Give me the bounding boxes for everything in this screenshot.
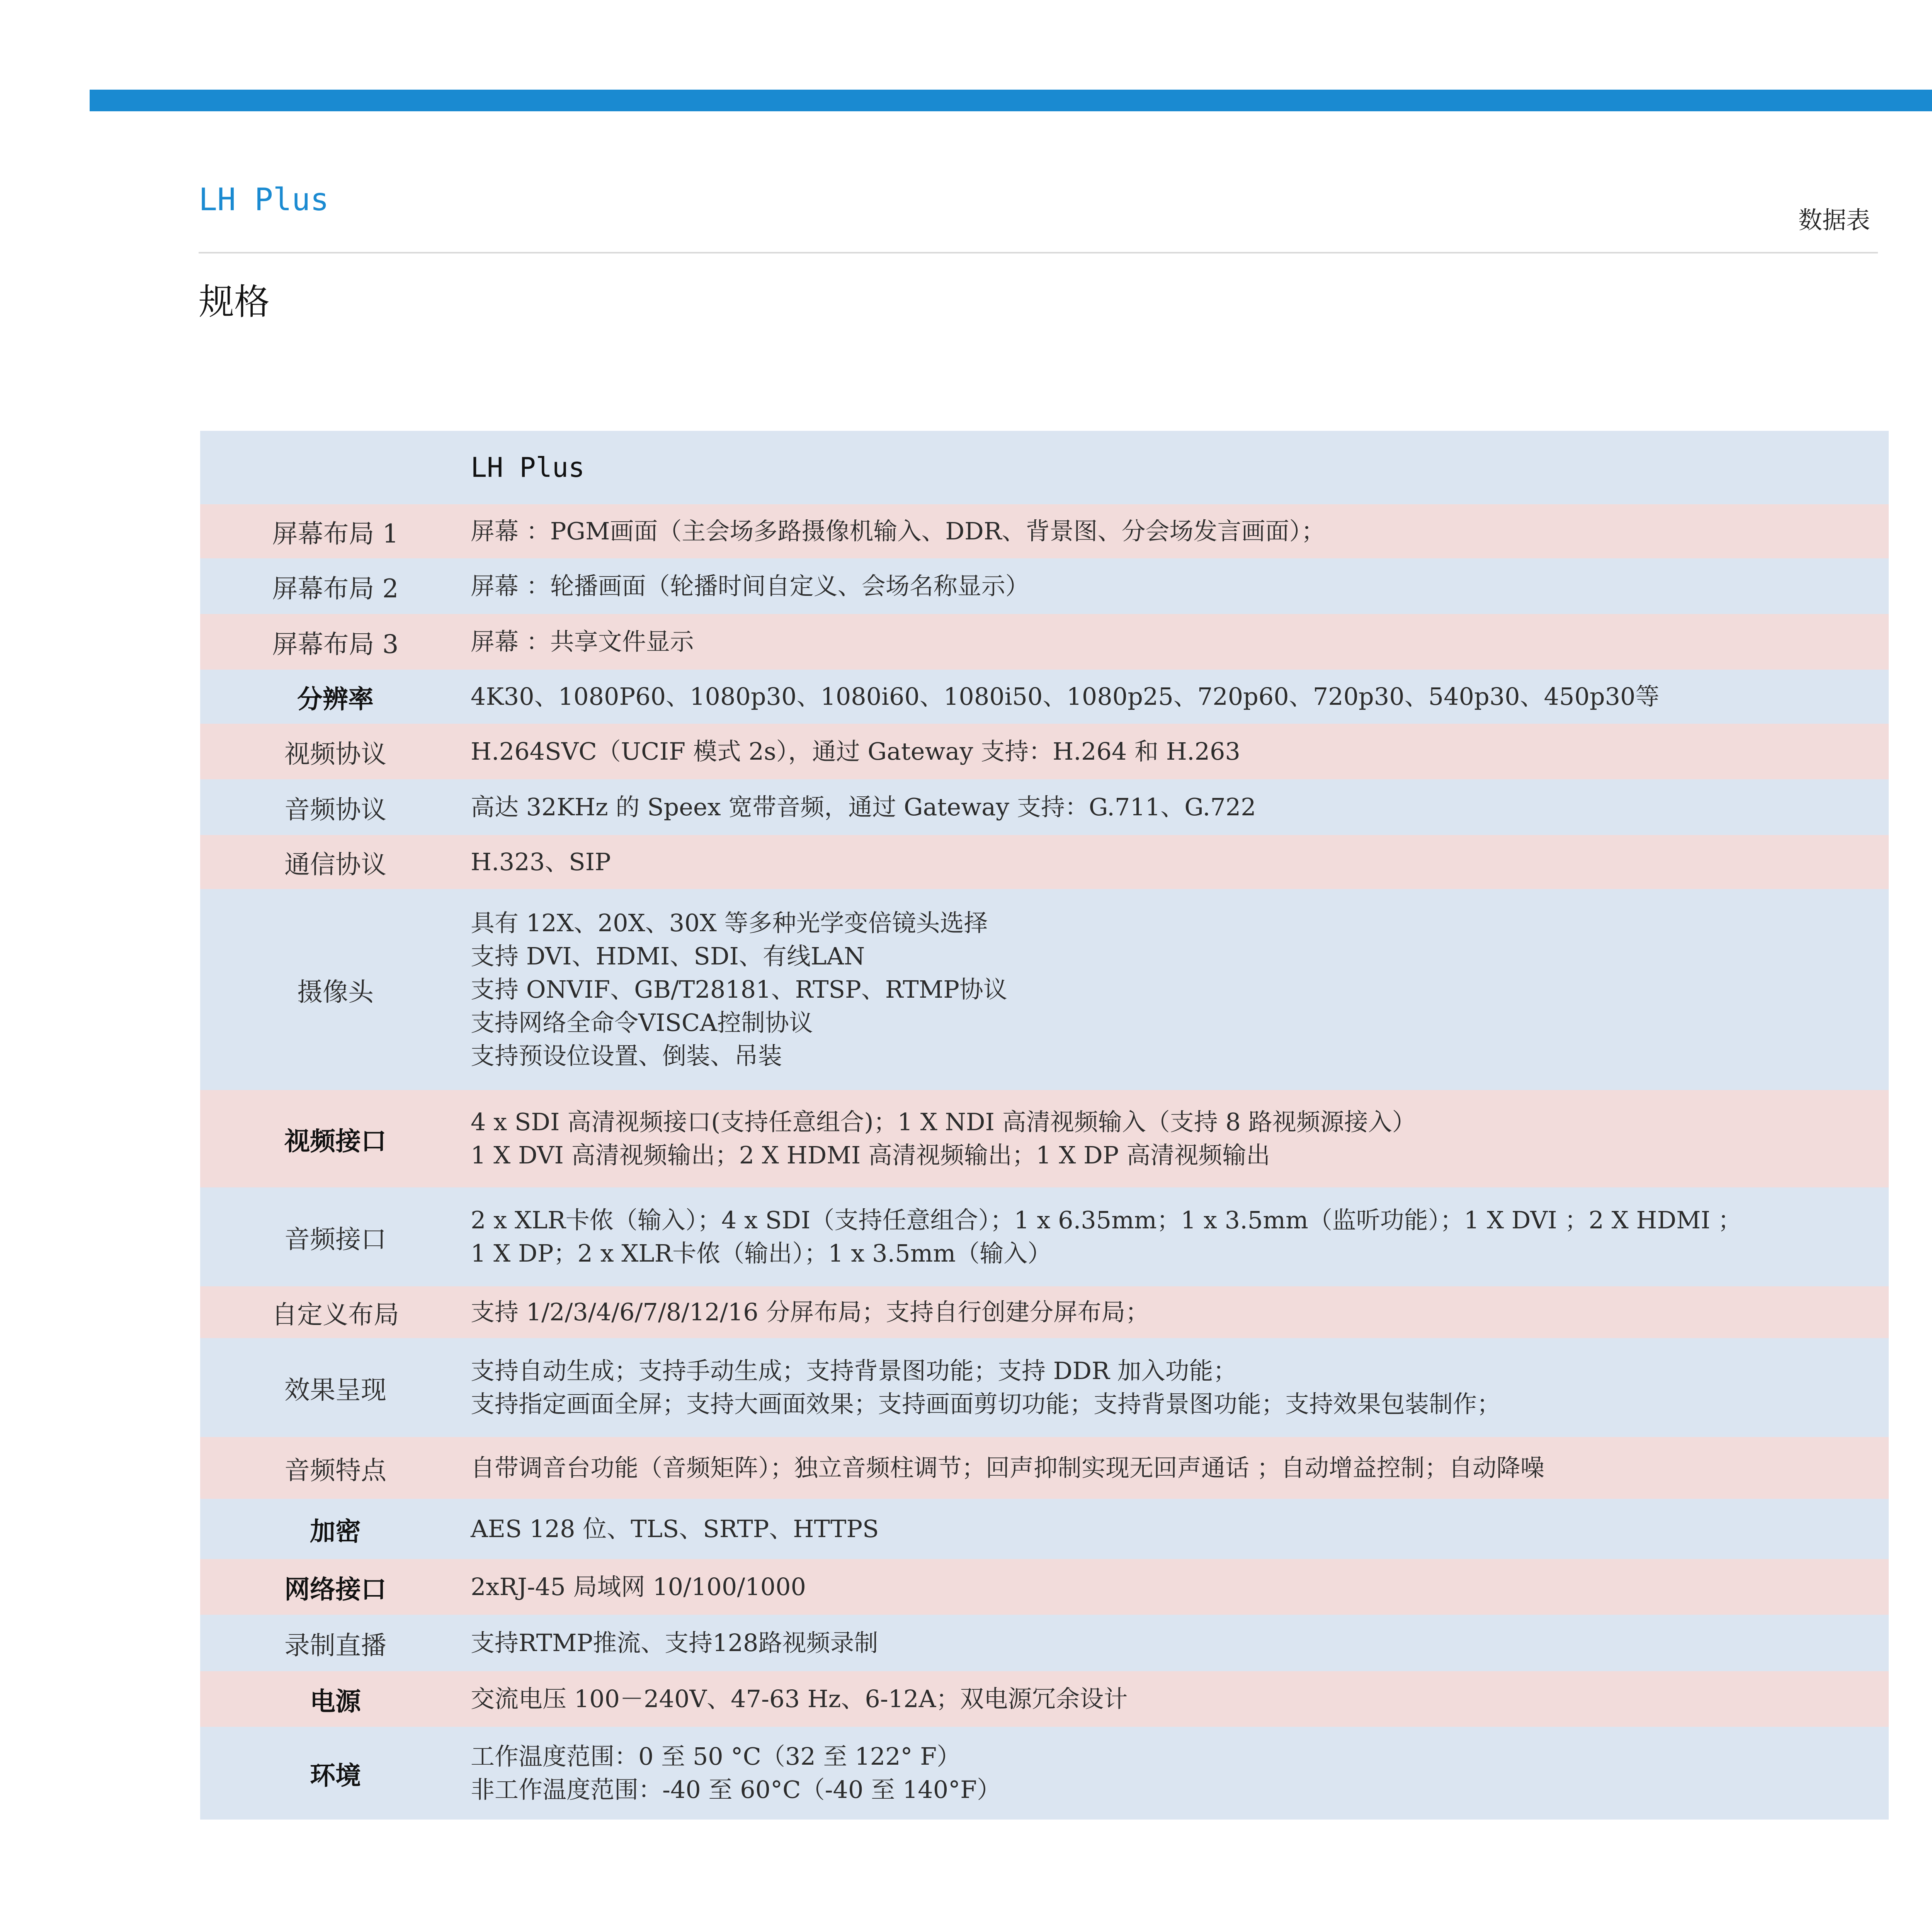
row-value-line: 支持 ONVIF、GB/T28181、RTSP、RTMP协议 [471, 975, 1007, 1003]
row-label: 通信协议 [284, 849, 386, 879]
doc-type-label: 数据表 [1798, 206, 1870, 234]
header-divider [199, 252, 1878, 253]
row-value-line: 4K30、1080P60、1080p30、1080i60、1080i50、1080p25、720p60、720p30、540p30、450p30等 [471, 682, 1660, 711]
product-name: LH Plus [199, 182, 329, 218]
row-label: 分辨率 [297, 684, 374, 714]
row-label: 录制直播 [284, 1630, 386, 1660]
row-value-line: 支持指定画面全屏；支持大画面效果；支持画面剪切功能；支持背景图功能；支持效果包装制作； [471, 1390, 1501, 1418]
row-value-line: 1 X DP；2 x XLR卡侬（输出）；1 x 3.5mm（输入） [471, 1239, 1052, 1267]
table-row [200, 504, 1889, 558]
row-value-line: 具有 12X、20X、30X 等多种光学变倍镜头选择 [471, 909, 988, 937]
row-value [471, 1296, 1889, 1329]
row-value [471, 791, 1889, 824]
table-row [200, 1727, 1889, 1820]
row-label: 音频协议 [284, 794, 386, 825]
row-label: 加密 [310, 1516, 361, 1546]
table-row [200, 1671, 1889, 1727]
row-value [471, 1204, 1889, 1270]
table-row [200, 835, 1889, 889]
table-row [200, 779, 1889, 835]
row-label: 环境 [310, 1760, 361, 1791]
row-value-line: 支持预设位设置、倒装、吊装 [471, 1042, 782, 1070]
row-label: 音频接口 [284, 1224, 386, 1254]
table-row [200, 724, 1889, 779]
row-value-line: 支持 1/2/3/4/6/7/8/12/16 分屏布局；支持自行创建分屏布局； [471, 1298, 1150, 1326]
row-value-line: 非工作温度范围：-40 至 60°C（-40 至 140°F） [471, 1776, 1001, 1804]
row-value-line: 交流电压 100－240V、47-63 Hz、6-12A；双电源冗余设计 [471, 1685, 1128, 1713]
row-label: 屏幕布局 1 [272, 519, 399, 549]
table-row [200, 1090, 1889, 1187]
row-label: 视频协议 [284, 739, 386, 769]
table-row [200, 1338, 1889, 1437]
row-value [471, 1451, 1889, 1485]
table-row [200, 889, 1889, 1090]
table-row [200, 614, 1889, 670]
row-value [471, 845, 1889, 879]
table-header-row [200, 431, 1889, 504]
row-value [471, 570, 1889, 603]
row-value [471, 1626, 1889, 1660]
row-label: 视频接口 [284, 1126, 386, 1156]
row-value-line: 支持自动生成；支持手动生成；支持背景图功能；支持 DDR 加入功能； [471, 1357, 1237, 1385]
row-value-line: H.323、SIP [471, 848, 611, 876]
row-label: 摄像头 [297, 977, 374, 1007]
row-value [471, 625, 1889, 658]
table-column-header: LH Plus [471, 452, 585, 483]
table-row [200, 670, 1889, 724]
table-row [200, 1499, 1889, 1559]
row-value-line: 2 x XLR卡侬（输入）；4 x SDI（支持任意组合）；1 x 6.35mm；1 x 3.5mm（监听功能）；1 X DVI ；2 X HDMI ； [471, 1206, 1742, 1234]
row-label: 音频特点 [284, 1455, 386, 1485]
row-value-line: 屏幕 ：轮播画面（轮播时间自定义、会场名称显示） [471, 572, 1029, 600]
row-label: 网络接口 [284, 1574, 386, 1604]
row-value-line: 2xRJ-45 局域网 10/100/1000 [471, 1573, 806, 1601]
row-value-line: 自带调音台功能（音频矩阵）；独立音频柱调节；回声抑制实现无回声通话 ；自动增益控制；自动降噪 [471, 1454, 1544, 1482]
row-value [471, 735, 1889, 768]
table-row [200, 1286, 1889, 1338]
spec-table [200, 431, 1889, 1820]
table-row [200, 1559, 1889, 1615]
row-value-line: AES 128 位、TLS、SRTP、HTTPS [471, 1515, 879, 1543]
row-value-line: H.264SVC（UCIF 模式 2s），通过 Gateway 支持：H.264 和 H.263 [471, 737, 1240, 765]
row-value-line: 1 X DVI 高清视频输出；2 X HDMI 高清视频输出；1 X DP 高清视频输出 [471, 1141, 1270, 1169]
row-value [471, 906, 1889, 1073]
row-value-line: 工作温度范围：0 至 50 °C（32 至 122° F） [471, 1742, 961, 1770]
row-label: 屏幕布局 3 [272, 629, 399, 659]
top-accent-bar [90, 90, 1932, 111]
row-value [471, 1682, 1889, 1716]
table-row [200, 1187, 1889, 1286]
row-value [471, 1105, 1889, 1172]
row-label: 屏幕布局 2 [272, 573, 399, 604]
row-value [471, 1570, 1889, 1604]
row-label: 效果呈现 [284, 1375, 386, 1405]
row-value [471, 515, 1889, 548]
table-row [200, 558, 1889, 614]
row-label: 电源 [310, 1686, 361, 1716]
row-value-line: 支持 DVI、HDMI、SDI、有线LAN [471, 942, 865, 970]
row-value-line: 高达 32KHz 的 Speex 宽带音频，通过 Gateway 支持：G.711、G.722 [471, 793, 1256, 821]
table-row [200, 1615, 1889, 1671]
section-title: 规格 [199, 281, 270, 323]
row-value-line: 支持网络全命令VISCA控制协议 [471, 1009, 813, 1037]
table-row [200, 1437, 1889, 1499]
row-value-line: 支持RTMP推流、支持128路视频录制 [471, 1629, 878, 1657]
row-value [471, 680, 1889, 713]
row-value [471, 1740, 1889, 1806]
row-value-line: 4 x SDI 高清视频接口(支持任意组合)；1 X NDI 高清视频输入（支持 8 路视频源接入） [471, 1108, 1416, 1136]
row-label: 自定义布局 [272, 1299, 399, 1330]
row-value [471, 1512, 1889, 1546]
row-value-line: 屏幕 ：PGM画面（主会场多路摄像机输入、DDR、背景图、分会场发言画面）； [471, 517, 1325, 545]
row-value-line: 屏幕 ：共享文件显示 [471, 628, 694, 656]
row-value [471, 1354, 1889, 1421]
